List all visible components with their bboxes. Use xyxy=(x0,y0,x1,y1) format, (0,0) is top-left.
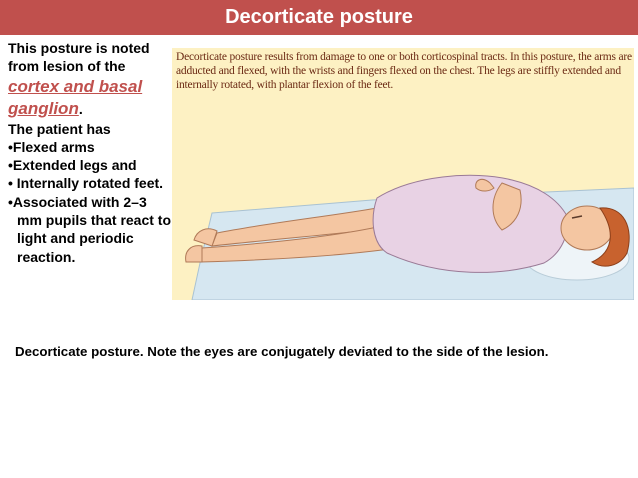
slide-caption: Decorticate posture. Note the eyes are conjugately deviated to the side of the lesion. xyxy=(15,344,549,359)
highlight-line-2: ganglion xyxy=(8,98,79,118)
bullet-extended-legs: •Extended legs and xyxy=(8,157,137,174)
bullet-pupils: •Associated with 2–3 mm pupils that react to light and periodic reaction. xyxy=(8,193,172,265)
posture-figure xyxy=(172,48,634,300)
slide-title: Decorticate posture xyxy=(225,6,413,28)
figure-description: Decorticate posture results from damage to one or both corticospinal tracts. In this posture, the arms are adducted and flexed, with the wrists and fingers flexed on the chest. The legs are stiffly extended and internally rotated, with plantar flexion of the feet. xyxy=(176,51,632,92)
foot-front xyxy=(186,246,202,262)
title-bar xyxy=(0,0,638,35)
gown xyxy=(373,175,567,272)
intro-line-1: This posture is noted xyxy=(8,40,150,56)
intro-line-2: from lesion of the xyxy=(8,58,126,75)
bullet-flexed-arms: •Flexed arms xyxy=(8,138,95,155)
patient-has: The patient has xyxy=(8,120,111,137)
bullet-internally-rotated: • Internally rotated feet. xyxy=(8,175,164,192)
left-text-panel xyxy=(8,39,173,266)
period: . xyxy=(78,100,83,117)
highlight-line-1: cortex and basal xyxy=(8,76,143,96)
